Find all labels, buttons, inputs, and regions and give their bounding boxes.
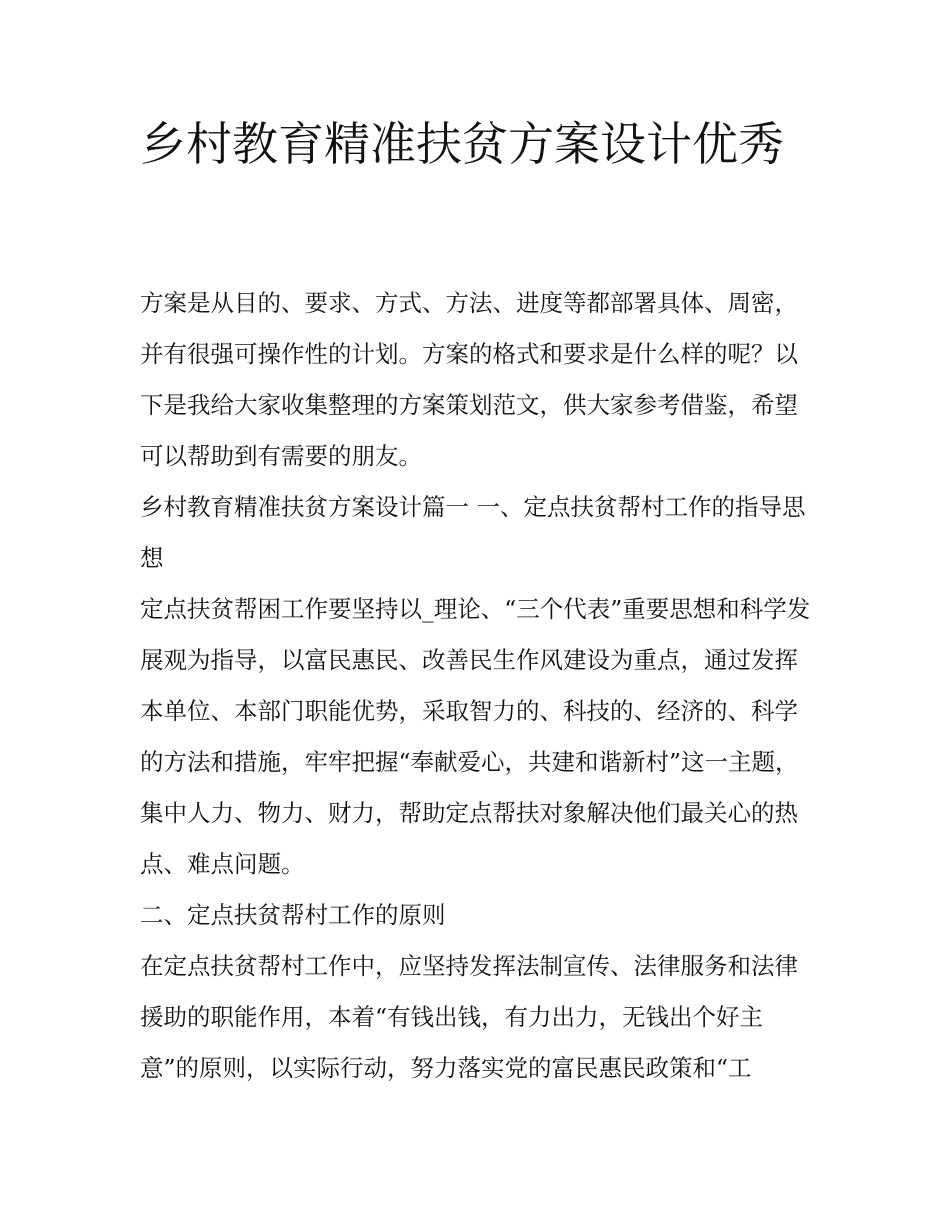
section-two-heading: 二、定点扶贫帮村工作的原则 (140, 901, 446, 929)
document-title: 乡村教育精准扶贫方案设计优秀 (140, 117, 784, 171)
document-body (140, 278, 820, 1094)
principles-paragraph: 在定点扶贫帮村工作中，应坚持发挥法制宣传、法律服务和法律援助的职能作用，本着“有钱出钱，有力出力，无钱出个好主意”的原则，以实际行动，努力落实党的富民惠民政策和“工 (140, 952, 798, 1082)
intro-paragraph: 方案是从目的、要求、方式、方法、进度等都部署具体、周密，并有很强可操作性的计划。方案的格式和要求是什么样的呢？以下是我给大家收集整理的方案策划范文，供大家参考借鉴，希望可以帮助到有需要的朋友。 (140, 289, 798, 470)
section-one-heading: 乡村教育精准扶贫方案设计篇一 一、定点扶贫帮村工作的指导思想 (140, 493, 806, 572)
guiding-ideology-paragraph: 定点扶贫帮困工作要坚持以_理论、“三个代表”重要思想和科学发展观为指导，以富民惠民、改善民生作风建设为重点，通过发挥本单位、本部门职能优势，采取智力的、科技的、经济的、科学的方法和措施，牢牢把握“奉献爱心，共建和谐新村”这一主题，集中人力、物力、财力，帮助定点帮扶对象解决他们最关心的热点、难点问题。 (140, 595, 811, 878)
